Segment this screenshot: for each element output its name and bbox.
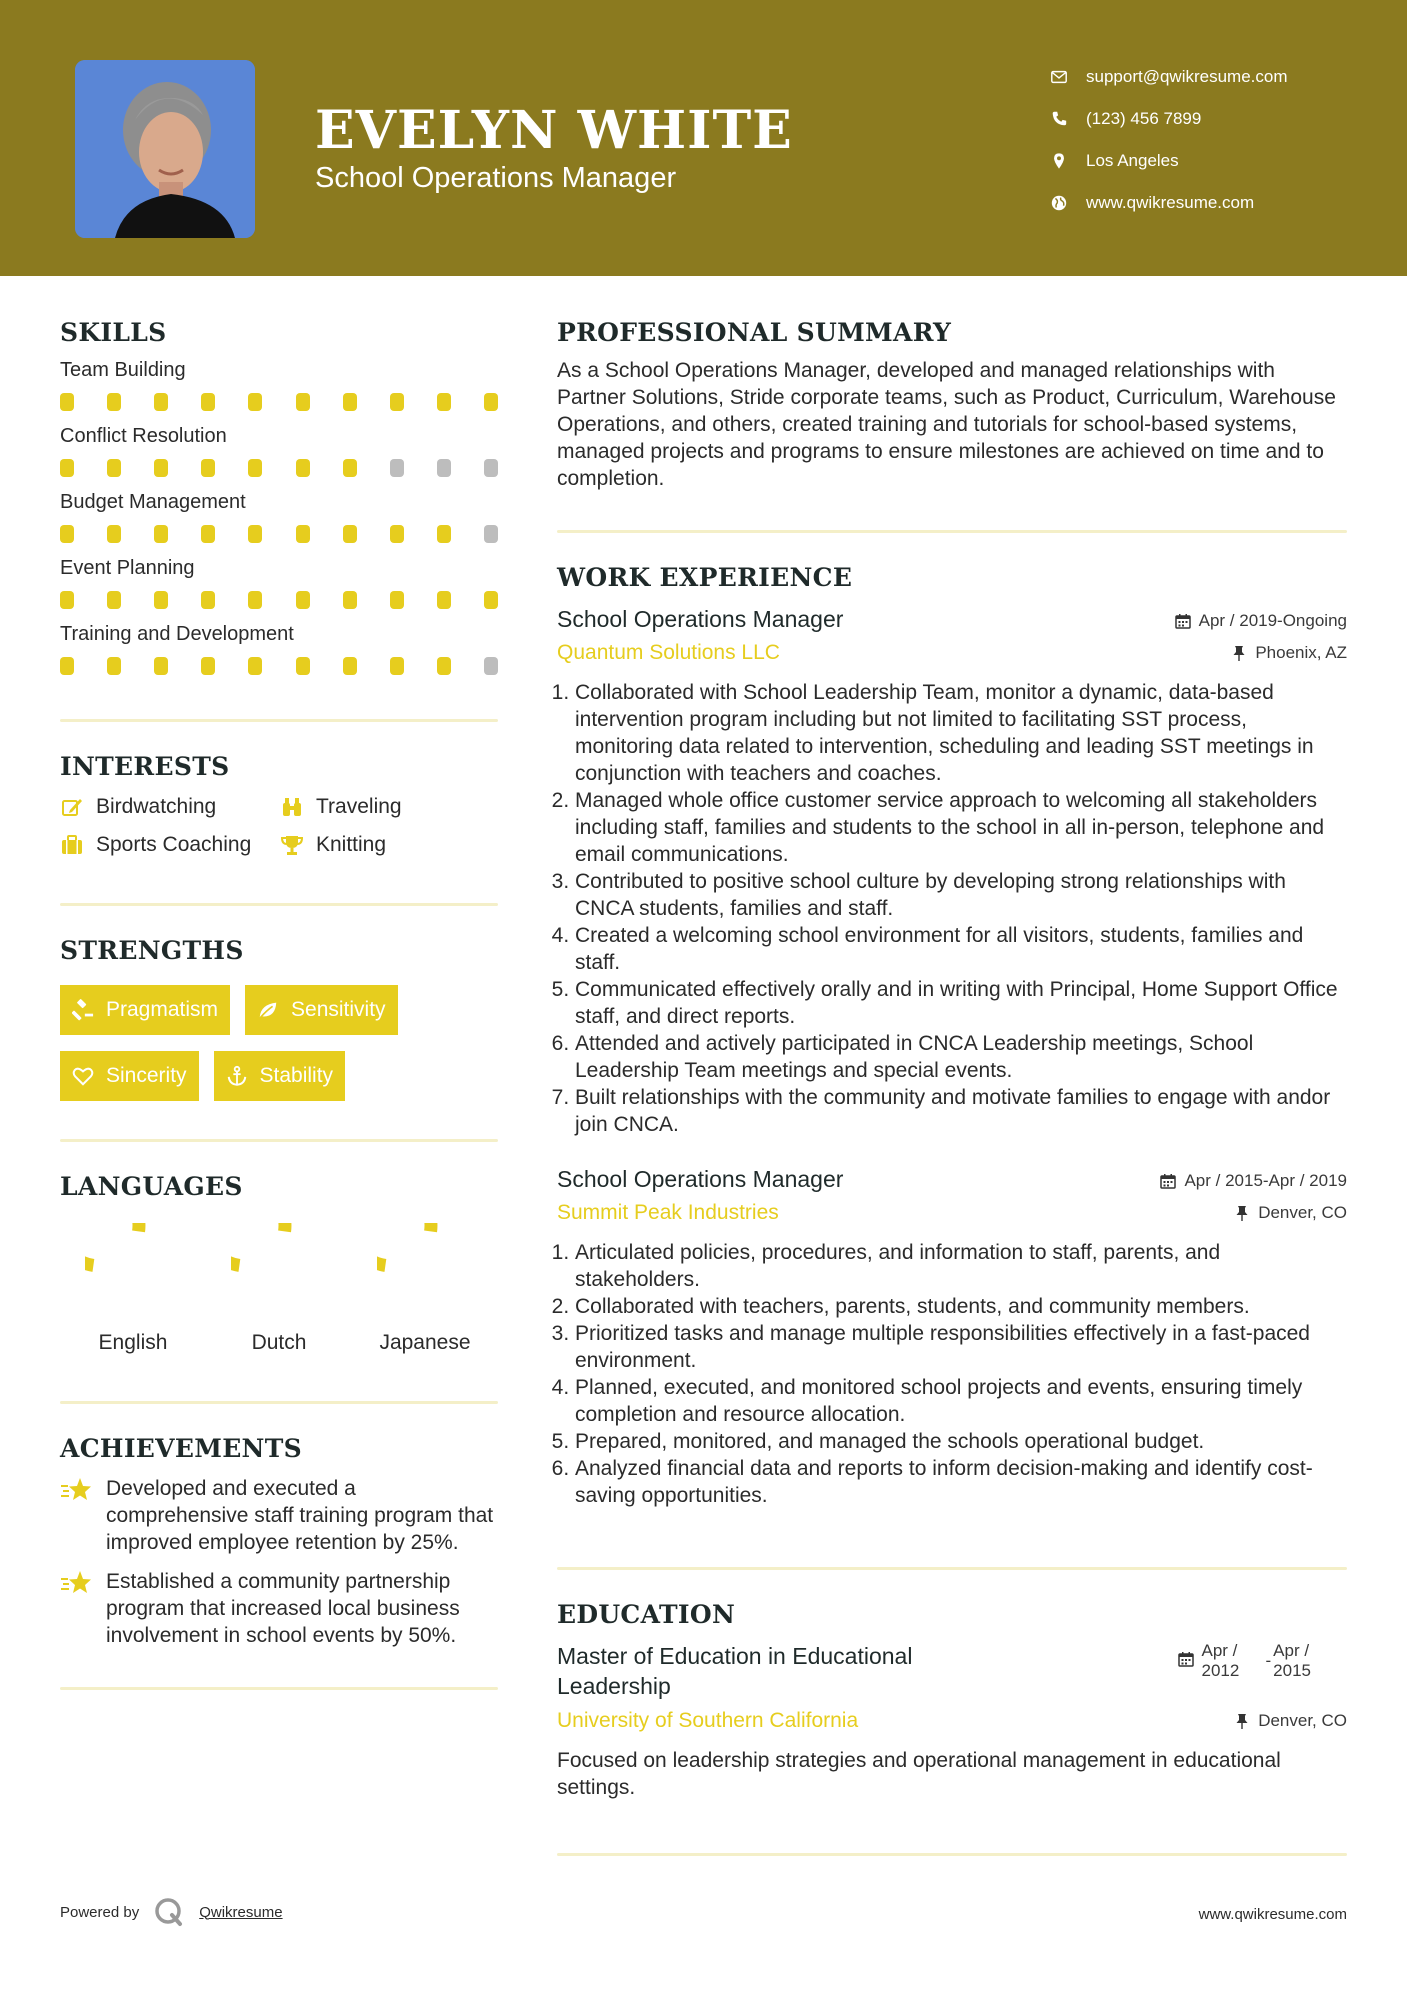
interest-label: Traveling bbox=[316, 795, 402, 818]
contact-list bbox=[1050, 56, 1288, 224]
rating-dot-filled bbox=[60, 657, 74, 675]
company-name: Quantum Solutions LLC bbox=[557, 641, 780, 664]
leaf-icon bbox=[257, 999, 279, 1021]
strength-label: Stability bbox=[259, 1064, 334, 1087]
trophy-icon bbox=[280, 833, 304, 857]
interest-label: Knitting bbox=[316, 833, 387, 856]
skill-name: Conflict Resolution bbox=[60, 425, 227, 447]
strength-tag bbox=[214, 1051, 346, 1101]
section-divider bbox=[557, 1853, 1347, 1856]
rating-dot-filled bbox=[390, 393, 404, 411]
contact-website[interactable] bbox=[1050, 182, 1288, 224]
rating-dot-filled bbox=[296, 591, 310, 609]
interest-label: Birdwatching bbox=[96, 795, 217, 818]
language-name: English bbox=[98, 1331, 168, 1354]
candidate-role: School Operations Manager bbox=[315, 162, 677, 194]
rating-dot-filled bbox=[343, 459, 357, 477]
qwikresume-link[interactable]: Qwikresume bbox=[199, 1903, 283, 1921]
powered-by-text: Powered by bbox=[60, 1903, 140, 1921]
rating-dot-filled bbox=[201, 657, 215, 675]
pushpin-icon bbox=[1231, 645, 1247, 661]
school-row bbox=[557, 1709, 1347, 1733]
education-header bbox=[557, 1641, 1347, 1701]
pencil-icon bbox=[60, 795, 84, 819]
skill-rating bbox=[60, 393, 498, 413]
interest-item bbox=[60, 833, 280, 857]
language-item bbox=[206, 1223, 352, 1355]
rating-dot-filled bbox=[201, 459, 215, 477]
job-location bbox=[1231, 643, 1347, 663]
language-item bbox=[60, 1223, 206, 1355]
skill-name: Team Building bbox=[60, 359, 186, 381]
languages-title: LANGUAGES bbox=[60, 1172, 243, 1201]
language-gauge bbox=[377, 1223, 473, 1319]
language-proficiency-arc bbox=[377, 1223, 431, 1265]
education-dates bbox=[1178, 1641, 1312, 1681]
education-start bbox=[1202, 1641, 1266, 1681]
skill-rating bbox=[60, 657, 498, 677]
skill-rating bbox=[60, 459, 498, 479]
calendar-icon bbox=[1178, 1651, 1194, 1667]
rating-dot-filled bbox=[437, 393, 451, 411]
language-proficiency-arc bbox=[231, 1223, 285, 1265]
interest-item bbox=[280, 795, 498, 819]
education-end bbox=[1273, 1641, 1311, 1681]
rating-dot-filled bbox=[390, 657, 404, 675]
rating-dot-empty bbox=[390, 459, 404, 477]
strength-tag bbox=[245, 985, 398, 1035]
skill-rating bbox=[60, 591, 498, 611]
section-divider bbox=[557, 1567, 1347, 1570]
education-location bbox=[1234, 1711, 1347, 1731]
interest-item bbox=[60, 795, 280, 819]
skills-list bbox=[60, 359, 498, 677]
duty-item: 5. Prepared, monitored, and managed the schools operational budget. bbox=[575, 1428, 1347, 1455]
rating-dot-filled bbox=[343, 657, 357, 675]
rating-dot-filled bbox=[484, 393, 498, 411]
rating-dot-filled bbox=[154, 591, 168, 609]
job-dates bbox=[1175, 611, 1347, 631]
left-column bbox=[60, 318, 498, 1690]
language-gauge bbox=[231, 1223, 327, 1319]
job-location-text: Denver, CO bbox=[1258, 1203, 1347, 1222]
experience-title: WORK EXPERIENCE bbox=[557, 563, 853, 592]
job-title: School Operations Manager bbox=[557, 606, 844, 632]
section-divider bbox=[60, 903, 498, 906]
rating-dot-filled bbox=[60, 591, 74, 609]
profile-photo bbox=[75, 60, 255, 238]
achievement-item bbox=[60, 1475, 498, 1556]
achievement-text: Developed and executed a comprehensive staff training program that improved employee retention by 25%. bbox=[106, 1477, 494, 1554]
right-column bbox=[557, 318, 1347, 1856]
envelope-icon bbox=[1050, 68, 1068, 86]
footer-url[interactable]: www.qwikresume.com bbox=[1198, 1906, 1347, 1923]
duty-item: 4. Created a welcoming school environment for all visitors, students, families and staff. bbox=[575, 922, 1347, 976]
duty-item: 1. Articulated policies, procedures, and information to staff, parents, and stakeholders. bbox=[575, 1239, 1347, 1293]
rating-dot-filled bbox=[60, 459, 74, 477]
rating-dot-empty bbox=[484, 657, 498, 675]
education-end-month: Apr / bbox=[1273, 1641, 1310, 1660]
phone-icon bbox=[1050, 110, 1068, 128]
duty-list bbox=[557, 1239, 1347, 1509]
contact-email[interactable] bbox=[1050, 56, 1288, 98]
rating-dot-filled bbox=[154, 525, 168, 543]
gavel-icon bbox=[72, 999, 94, 1021]
rating-dot-filled bbox=[107, 591, 121, 609]
rating-dot-filled bbox=[343, 393, 357, 411]
rating-dot-filled bbox=[343, 525, 357, 543]
strength-tag bbox=[60, 985, 230, 1035]
interests-title: INTERESTS bbox=[60, 752, 230, 781]
rating-dot-filled bbox=[296, 657, 310, 675]
briefcase-icon bbox=[60, 833, 84, 857]
contact-location-text: Los Angeles bbox=[1086, 151, 1179, 170]
job-entry bbox=[557, 606, 1347, 1138]
degree-title: Master of Education in Educational Leadership bbox=[557, 1643, 913, 1699]
section-divider bbox=[557, 530, 1347, 533]
job-entry bbox=[557, 1166, 1347, 1509]
strength-label: Pragmatism bbox=[106, 998, 219, 1021]
rating-dot-filled bbox=[201, 591, 215, 609]
rating-dot-filled bbox=[107, 525, 121, 543]
summary-title: PROFESSIONAL SUMMARY bbox=[557, 318, 952, 347]
section-divider bbox=[60, 1139, 498, 1142]
section-divider bbox=[60, 719, 498, 722]
education-end-year: 2015 bbox=[1273, 1661, 1311, 1680]
rating-dot-filled bbox=[248, 657, 262, 675]
portrait-illustration bbox=[75, 60, 255, 238]
rating-dot-filled bbox=[248, 525, 262, 543]
heart-icon bbox=[72, 1065, 94, 1087]
rating-dot-filled bbox=[390, 591, 404, 609]
contact-phone-text: (123) 456 7899 bbox=[1086, 109, 1202, 128]
skill-item bbox=[60, 557, 498, 611]
rating-dot-filled bbox=[437, 591, 451, 609]
rating-dot-filled bbox=[107, 459, 121, 477]
binoculars-icon bbox=[280, 795, 304, 819]
strength-tag bbox=[60, 1051, 199, 1101]
resume-header bbox=[0, 0, 1407, 276]
achievements-title: ACHIEVEMENTS bbox=[60, 1434, 302, 1463]
duty-item: 3. Contributed to positive school culture by developing strong relationships with CNCA students, families and staff. bbox=[575, 868, 1347, 922]
language-name: Japanese bbox=[379, 1331, 471, 1354]
skill-name: Budget Management bbox=[60, 491, 246, 513]
company-row bbox=[557, 641, 1347, 665]
contact-phone[interactable] bbox=[1050, 98, 1288, 140]
company-name: Summit Peak Industries bbox=[557, 1201, 779, 1224]
duty-item: 4. Planned, executed, and monitored school projects and events, ensuring timely completion and resource allocation. bbox=[575, 1374, 1347, 1428]
duty-item: 1. Collaborated with School Leadership Team, monitor a dynamic, data-based intervention program including but not limited to facilitating SST process, monitoring data related to intervention, scheduling and leading SST meetings in conjunction with teachers and coaches. bbox=[575, 679, 1347, 787]
rating-dot-empty bbox=[437, 459, 451, 477]
school-name: University of Southern California bbox=[557, 1709, 859, 1732]
rating-dot-filled bbox=[437, 657, 451, 675]
language-item bbox=[352, 1223, 498, 1355]
rating-dot-empty bbox=[484, 459, 498, 477]
rating-dot-filled bbox=[201, 525, 215, 543]
skill-item bbox=[60, 491, 498, 545]
language-name: Dutch bbox=[251, 1331, 307, 1354]
skill-name: Event Planning bbox=[60, 557, 195, 579]
duty-item: 5. Communicated effectively orally and in writing with Principal, Home Support Office staff, and direct reports. bbox=[575, 976, 1347, 1030]
education-location-text: Denver, CO bbox=[1258, 1711, 1347, 1730]
education-start-year: 2012 bbox=[1201, 1661, 1240, 1680]
languages-list bbox=[60, 1223, 498, 1355]
job-dates-text: Apr / 2015-Apr / 2019 bbox=[1184, 1171, 1347, 1190]
duty-list bbox=[557, 679, 1347, 1138]
company-row bbox=[557, 1201, 1347, 1225]
rating-dot-filled bbox=[437, 525, 451, 543]
duty-item: 6. Analyzed financial data and reports to inform decision-making and identify cost-saving opportunities. bbox=[575, 1455, 1347, 1509]
education-start-month: Apr / bbox=[1201, 1641, 1238, 1660]
rating-dot-filled bbox=[296, 525, 310, 543]
section-divider bbox=[60, 1687, 498, 1690]
section-divider bbox=[60, 1401, 498, 1404]
language-gauge bbox=[85, 1223, 181, 1319]
pushpin-icon bbox=[1234, 1205, 1250, 1221]
skill-name: Training and Development bbox=[60, 623, 294, 645]
education-title: EDUCATION bbox=[557, 1600, 736, 1629]
duty-item: 6. Attended and actively participated in CNCA Leadership meetings, School Leadership Team meetings and special events. bbox=[575, 1030, 1347, 1084]
interest-label: Sports Coaching bbox=[96, 833, 252, 856]
pushpin-icon bbox=[1234, 1713, 1250, 1729]
education-date-dash: - bbox=[1265, 1651, 1272, 1670]
strength-label: Sincerity bbox=[106, 1064, 187, 1087]
contact-email-text: support@qwikresume.com bbox=[1086, 67, 1288, 86]
rating-dot-filled bbox=[296, 393, 310, 411]
contact-location bbox=[1050, 140, 1288, 182]
rating-dot-filled bbox=[343, 591, 357, 609]
job-location-text: Phoenix, AZ bbox=[1255, 643, 1347, 662]
skill-item bbox=[60, 623, 498, 677]
globe-icon bbox=[1050, 194, 1068, 212]
rating-dot-filled bbox=[201, 393, 215, 411]
rating-dot-filled bbox=[60, 525, 74, 543]
job-dates bbox=[1160, 1171, 1347, 1191]
rating-dot-filled bbox=[248, 459, 262, 477]
rating-dot-filled bbox=[107, 393, 121, 411]
rating-dot-filled bbox=[248, 393, 262, 411]
achievement-text: Established a community partnership program that increased local business involvement in school events by 50%. bbox=[106, 1570, 460, 1647]
job-title: School Operations Manager bbox=[557, 1166, 844, 1192]
strengths-list bbox=[60, 985, 498, 1101]
job-location bbox=[1234, 1203, 1347, 1223]
rating-dot-filled bbox=[107, 657, 121, 675]
summary-text: As a School Operations Manager, developed and managed relationships with Partner Solutions, Stride corporate teams, such as Product, Curriculum, Warehouse Operations, and others, created training and tutorials for school-based systems, managed projects and programs to ensure milestones are achieved on time and to completion. bbox=[557, 359, 1336, 490]
contact-website-text: www.qwikresume.com bbox=[1086, 193, 1255, 212]
anchor-icon bbox=[226, 1065, 248, 1087]
rating-dot-filled bbox=[60, 393, 74, 411]
rating-dot-filled bbox=[154, 393, 168, 411]
strengths-title: STRENGTHS bbox=[60, 936, 244, 965]
strength-label: Sensitivity bbox=[291, 998, 386, 1021]
rating-dot-filled bbox=[248, 591, 262, 609]
job-header bbox=[557, 606, 1347, 633]
duty-item: 3. Prioritized tasks and manage multiple responsibilities effectively in a fast-paced environment. bbox=[575, 1320, 1347, 1374]
job-header bbox=[557, 1166, 1347, 1193]
interest-item bbox=[280, 833, 498, 857]
rating-dot-filled bbox=[154, 459, 168, 477]
star-icon bbox=[60, 1568, 94, 1598]
duty-item: 2. Managed whole office customer service approach to welcoming all stakeholders including staff, families and students to the school in all in-person, telephone and email communications. bbox=[575, 787, 1347, 868]
interests-list bbox=[60, 795, 498, 857]
education-description: Focused on leadership strategies and operational management in educational settings. bbox=[557, 1749, 1281, 1799]
star-icon bbox=[60, 1475, 94, 1505]
qwikresume-logo-icon bbox=[153, 1896, 185, 1928]
rating-dot-filled bbox=[390, 525, 404, 543]
achievement-item bbox=[60, 1568, 498, 1649]
calendar-icon bbox=[1175, 613, 1191, 629]
rating-dot-empty bbox=[484, 525, 498, 543]
skill-item bbox=[60, 425, 498, 479]
skill-item bbox=[60, 359, 498, 413]
job-dates-text: Apr / 2019-Ongoing bbox=[1198, 611, 1347, 630]
rating-dot-filled bbox=[296, 459, 310, 477]
candidate-name: EVELYN WHITE bbox=[315, 100, 793, 161]
language-proficiency-arc bbox=[85, 1223, 139, 1265]
skills-title: SKILLS bbox=[60, 318, 167, 347]
rating-dot-filled bbox=[484, 591, 498, 609]
footer-powered-by bbox=[60, 1896, 283, 1928]
calendar-icon bbox=[1160, 1173, 1176, 1189]
skill-rating bbox=[60, 525, 498, 545]
duty-item: 2. Collaborated with teachers, parents, students, and community members. bbox=[575, 1293, 1347, 1320]
rating-dot-filled bbox=[154, 657, 168, 675]
duty-item: 7. Built relationships with the community and motivate families to engage with andor join CNCA. bbox=[575, 1084, 1347, 1138]
map-pin-icon bbox=[1050, 152, 1068, 170]
